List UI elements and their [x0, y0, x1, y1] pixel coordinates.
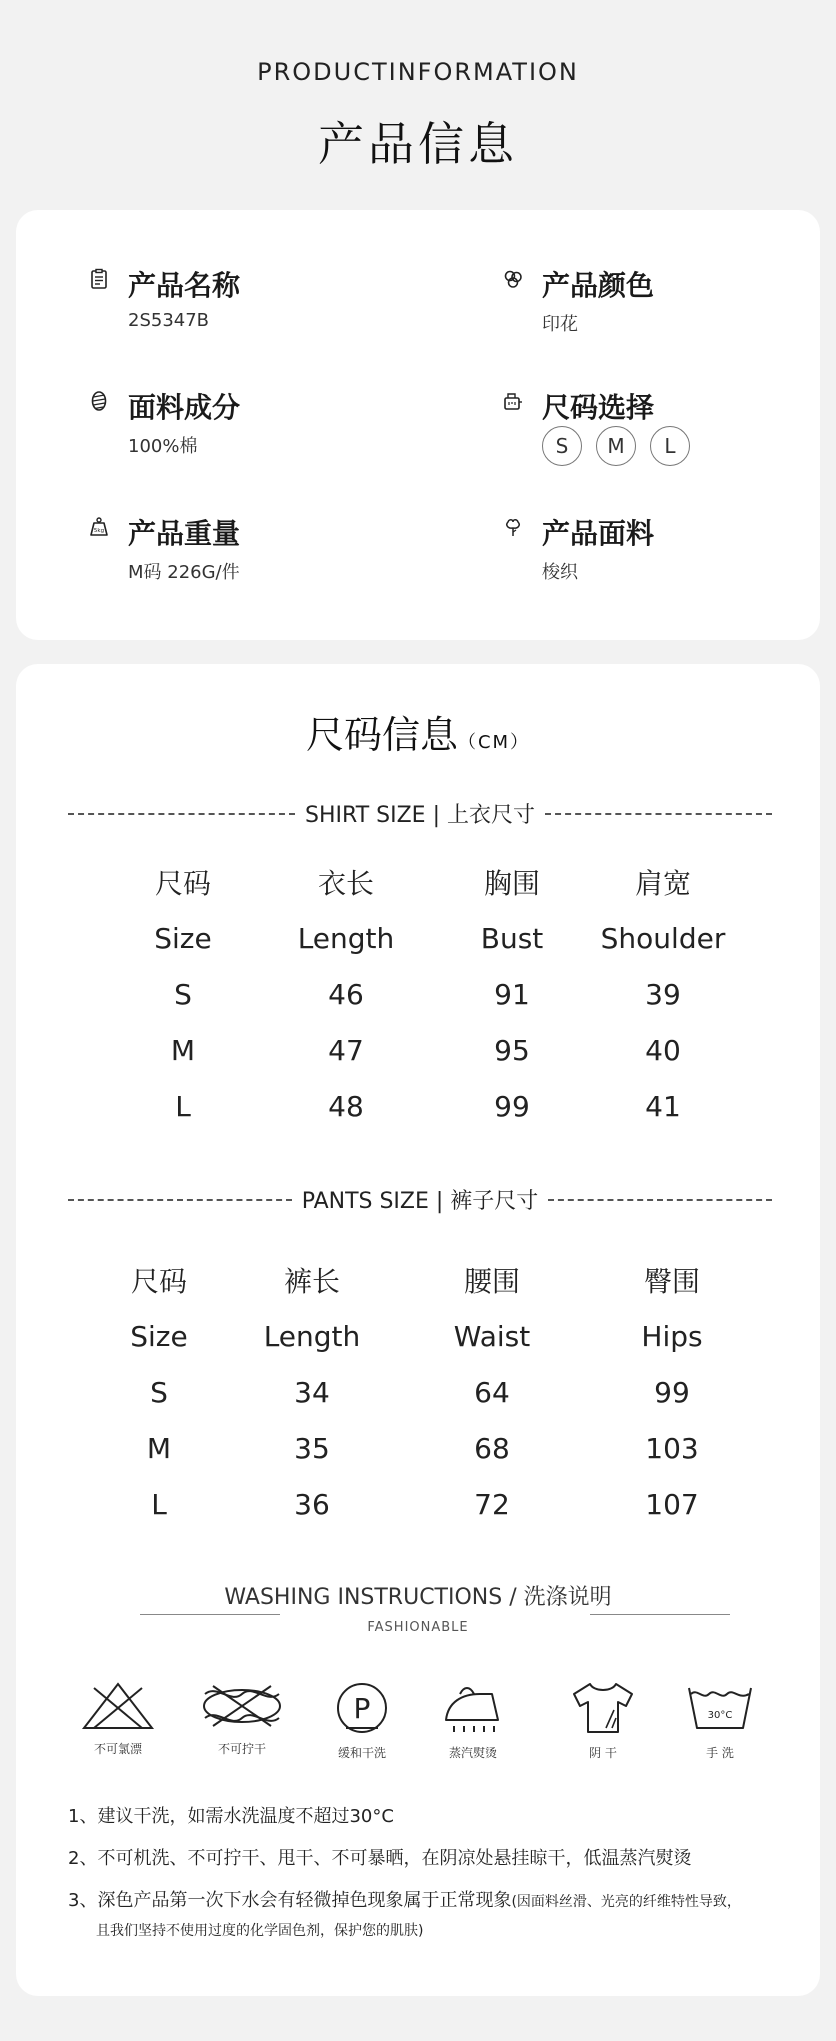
wash-symbol	[63, 1680, 173, 1757]
table-cell: M	[170, 1033, 196, 1067]
table-header-cell: 尺码	[130, 1265, 187, 1298]
table-header-cell: Shoulder	[600, 921, 726, 955]
table-cell: 68	[474, 1431, 510, 1465]
table-cell: 41	[645, 1089, 681, 1123]
product-info-card	[16, 210, 820, 640]
table-header-cell: 胸围	[483, 867, 540, 900]
header-title-en: PRODUCTINFORMATION	[257, 58, 579, 86]
table-header-cell: Length	[297, 921, 395, 955]
shirt-size-table	[118, 854, 746, 1134]
product-weight-value: M码 226G/件	[128, 562, 240, 583]
hand-wash-temp: 30°C	[707, 1710, 733, 1721]
washing-title-rule-left	[140, 1614, 280, 1615]
table-cell: L	[151, 1487, 167, 1521]
table-cell: 35	[294, 1431, 330, 1465]
shirt-size-heading: SHIRT SIZE | 上衣尺寸	[305, 803, 535, 828]
table-cell: L	[175, 1089, 191, 1123]
wash-symbol	[548, 1680, 658, 1761]
dry-clean-glyph: P	[353, 1692, 371, 1725]
table-row	[118, 1078, 746, 1134]
table-header-cell: 腰围	[463, 1265, 520, 1298]
pants-size-divider	[68, 1184, 772, 1215]
size-option-s[interactable]: S	[542, 426, 582, 466]
table-header-cell: 肩宽	[634, 867, 691, 900]
table-header-cell: 衣长	[317, 867, 374, 900]
wash-note-2: 2、不可机洗、不可拧干、甩干、不可暴晒，在阴凉处悬挂晾干，低温蒸汽熨烫	[68, 1848, 692, 1869]
table-cell: 95	[494, 1033, 530, 1067]
header-title-cn: 产品信息	[318, 117, 518, 171]
size-info-title	[0, 704, 836, 759]
fabric-composition-value: 100%棉	[128, 436, 198, 457]
steam-iron-icon	[440, 1680, 506, 1736]
size-options	[542, 426, 690, 466]
size-select-label: 尺码选择	[542, 391, 655, 424]
table-cell: 99	[654, 1375, 690, 1409]
size-option-l[interactable]: L	[650, 426, 690, 466]
table-row	[96, 1476, 762, 1532]
wash-symbol	[307, 1680, 417, 1761]
fabric-composition-label: 面料成分	[128, 391, 241, 424]
wash-symbol-label: 不可氯漂	[93, 1742, 142, 1756]
product-name-label: 产品名称	[128, 269, 241, 302]
table-cell: M	[146, 1431, 172, 1465]
wash-note-3-small: (因面料丝滑、光亮的纤维特性导致，	[511, 1894, 741, 1910]
cotton-flower-icon	[502, 516, 524, 538]
no-bleach-icon	[80, 1680, 156, 1732]
wash-symbol-label: 蒸汽熨烫	[448, 1746, 497, 1760]
clipboard-icon	[88, 268, 110, 290]
table-cell: 72	[474, 1487, 510, 1521]
product-color-value: 印花	[542, 314, 578, 335]
size-info-unit: （CM）	[457, 732, 531, 753]
table-cell: 64	[474, 1375, 510, 1409]
size-option-m[interactable]: M	[596, 426, 636, 466]
product-material-label: 产品面料	[542, 517, 655, 550]
wash-note-1: 1、建议干洗，如需水洗温度不超过30°C	[68, 1806, 394, 1827]
table-cell: 47	[328, 1033, 364, 1067]
wash-note-3-continued: 且我们坚持不使用过度的化学固色剂，保护您的肌肤)	[96, 1923, 424, 1939]
shade-dry-icon	[570, 1680, 636, 1736]
table-row	[96, 1420, 762, 1476]
wash-symbol	[187, 1680, 297, 1757]
product-material-value: 梭织	[542, 562, 578, 583]
table-header-cell: 尺码	[154, 867, 211, 900]
table-cell: 34	[294, 1375, 330, 1409]
table-header-cell: 裤长	[283, 1265, 340, 1298]
washing-title-rule-right	[590, 1614, 730, 1615]
table-header-cell: Waist	[453, 1319, 531, 1353]
table-cell: 39	[645, 977, 681, 1011]
table-header-row	[96, 1308, 762, 1364]
product-name-value: 2S5347B	[128, 310, 210, 331]
wash-symbol-label: 手 洗	[706, 1746, 734, 1760]
table-cell: 91	[494, 977, 530, 1011]
dry-clean-icon	[334, 1680, 390, 1736]
table-cell: 99	[494, 1089, 530, 1123]
pants-size-heading: PANTS SIZE | 裤子尺寸	[301, 1189, 539, 1214]
size-info-title-text: 尺码信息	[305, 713, 458, 757]
hand-wash-icon	[685, 1680, 755, 1736]
table-cell: 46	[328, 977, 364, 1011]
table-row	[118, 1022, 746, 1078]
table-row	[96, 1364, 762, 1420]
table-cell: 48	[328, 1089, 364, 1123]
washing-title: WASHING INSTRUCTIONS / 洗涤说明	[224, 1585, 612, 1610]
measuring-tape-icon	[502, 390, 524, 412]
table-cell: 107	[645, 1487, 699, 1521]
table-header-cell: Bust	[480, 921, 544, 955]
no-wring-icon	[197, 1680, 287, 1732]
pants-size-table	[96, 1252, 762, 1532]
table-header-cell: Length	[263, 1319, 361, 1353]
wash-symbol-label: 不可拧干	[217, 1742, 266, 1756]
table-row	[118, 966, 746, 1022]
table-header-cell: 臀围	[643, 1265, 700, 1298]
wash-symbol	[418, 1680, 528, 1761]
table-cell: 103	[645, 1431, 699, 1465]
table-header-cell: Hips	[641, 1319, 703, 1353]
svg-text:5kg: 5kg	[93, 528, 105, 534]
wash-note-3-main: 3、深色产品第一次下水会有轻微掉色现象属于正常现象	[68, 1890, 512, 1911]
table-header-cell: Size	[130, 1319, 188, 1353]
wash-note-3	[68, 1886, 741, 1912]
wash-symbol-label: 阴 干	[589, 1746, 617, 1760]
yarn-spool-icon	[88, 390, 110, 412]
weight-icon	[88, 516, 110, 538]
wash-symbol-label: 缓和干洗	[337, 1746, 386, 1760]
table-header-row	[118, 910, 746, 966]
product-weight-label: 产品重量	[128, 517, 241, 550]
table-header-cell: Size	[154, 921, 212, 955]
table-header-row	[96, 1252, 762, 1308]
color-palette-icon	[502, 268, 524, 290]
wash-symbol	[665, 1680, 775, 1761]
product-color-label: 产品颜色	[542, 269, 655, 302]
table-cell: S	[150, 1375, 168, 1409]
table-header-row	[118, 854, 746, 910]
table-cell: S	[174, 977, 192, 1011]
shirt-size-divider	[68, 798, 772, 829]
table-cell: 40	[645, 1033, 681, 1067]
table-cell: 36	[294, 1487, 330, 1521]
washing-subtitle: FASHIONABLE	[367, 1620, 469, 1635]
